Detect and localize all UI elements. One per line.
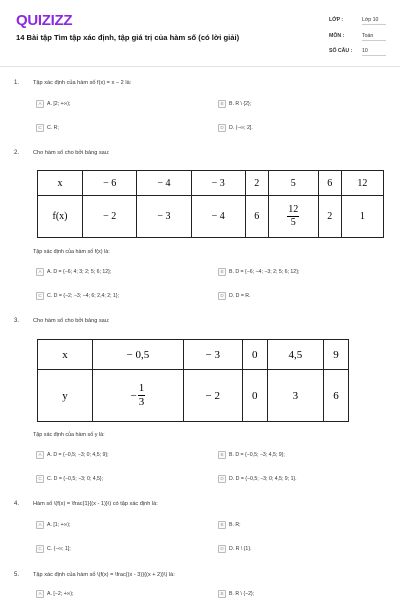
fraction-denominator: 3 — [138, 396, 145, 408]
option-text: C. D = {−2; −3; −4; 6; 2,4; 2; 1}; — [47, 292, 120, 299]
option-a[interactable] — [36, 519, 70, 530]
question-text: Hàm số \(f(x) = \frac{1}{(x - 1)}\) có tập xác định là: — [33, 501, 158, 507]
option-letter-box: C — [36, 292, 44, 300]
table-cell: 5 — [268, 171, 318, 196]
table-cell: 2 — [245, 171, 268, 196]
option-b[interactable] — [218, 519, 241, 530]
option-d[interactable] — [218, 122, 253, 133]
question-text: Tập xác định của hàm số f(x) = x − 2 là: — [33, 80, 132, 86]
option-text: A. [2; +∞); — [47, 100, 71, 107]
table-cell: 12 — [341, 171, 383, 196]
fraction — [287, 205, 299, 228]
table-cell: 6 — [245, 196, 268, 238]
quizizz-logo: QUIZIZZ — [16, 12, 73, 29]
table-row-label: x — [38, 340, 93, 370]
option-text: B. R; — [229, 521, 241, 528]
fraction-numerator: 12 — [288, 204, 299, 215]
table-cell: − 0,5 — [93, 340, 184, 370]
table-cell-fraction — [268, 196, 318, 238]
table-cell: − 4 — [137, 171, 191, 196]
option-c[interactable] — [36, 543, 71, 554]
table-cell: 2 — [318, 196, 341, 238]
option-letter-box: A — [36, 268, 44, 276]
option-c[interactable] — [36, 122, 59, 133]
option-letter-box: D — [218, 475, 226, 483]
option-text: D. R \ {1}. — [229, 545, 252, 552]
option-d[interactable] — [218, 290, 250, 301]
option-b[interactable] — [218, 588, 254, 599]
option-letter-box: A — [36, 590, 44, 598]
header-divider — [0, 66, 400, 67]
option-letter-box: D — [218, 292, 226, 300]
option-text: B. R \ {2}; — [229, 100, 252, 107]
table-cell: 6 — [324, 370, 349, 422]
table-cell: 1 — [341, 196, 383, 238]
option-letter-box: C — [36, 124, 44, 132]
option-letter-box: B — [218, 268, 226, 276]
option-text: B. D = {−0,5; −3; 4,5; 9}; — [229, 451, 285, 458]
table-cell: − 2 — [83, 196, 137, 238]
fraction-numerator: 1 — [138, 382, 145, 394]
table-row-label: f(x) — [38, 196, 83, 238]
table-cell: 3 — [267, 370, 323, 422]
option-text: C. (−∞; 1]; — [47, 545, 71, 552]
question-number: 5. — [14, 572, 20, 578]
table-cell: − 3 — [183, 340, 242, 370]
table-cell: − 4 — [191, 196, 245, 238]
question-number: 2. — [14, 150, 20, 156]
option-b[interactable] — [218, 449, 285, 460]
option-letter-box: C — [36, 475, 44, 483]
option-b[interactable] — [218, 98, 251, 109]
table-cell: 6 — [318, 171, 341, 196]
option-text: A. [1; +∞); — [47, 521, 71, 528]
meta-label-subject: MÔN : — [329, 33, 345, 39]
option-a[interactable] — [36, 98, 70, 109]
value-table-q2 — [37, 170, 384, 238]
option-text: A. [−2; +∞); — [47, 590, 74, 597]
option-text: D. D = R. — [229, 292, 251, 299]
option-letter-box: B — [218, 590, 226, 598]
option-text: B. D = {−6; −4; −3; 2; 5; 6; 12}; — [229, 268, 300, 275]
table-cell: − 6 — [83, 171, 137, 196]
table-cell: 4,5 — [267, 340, 323, 370]
table-cell: 0 — [242, 340, 267, 370]
option-letter-box: A — [36, 100, 44, 108]
option-letter-box: A — [36, 451, 44, 459]
question-text: Tập xác định của hàm số \(f(x) = \frac{(x - 3)}{(x + 2)}\) là: — [33, 572, 175, 578]
option-letter-box: B — [218, 521, 226, 529]
fraction — [138, 383, 146, 408]
question-subtext: Tập xác định của hàm số y là: — [33, 432, 105, 438]
table-row-label: y — [38, 370, 93, 422]
question-number: 3. — [14, 318, 20, 324]
meta-label-class: LỚP : — [329, 17, 344, 23]
option-a[interactable] — [36, 266, 111, 277]
option-a[interactable] — [36, 449, 109, 460]
table-cell: − 3 — [191, 171, 245, 196]
option-c[interactable] — [36, 473, 103, 484]
meta-value-class: Lớp 10 — [362, 17, 386, 25]
minus-sign: − — [130, 389, 137, 402]
option-text: A. D = {−0,5; −3; 0; 4,5; 9}; — [47, 451, 109, 458]
option-text: D. D = {−0,5; −3; 0; 4,5; 9; 1}. — [229, 475, 297, 482]
option-d[interactable] — [218, 543, 252, 554]
fraction-denominator: 5 — [290, 217, 296, 228]
option-d[interactable] — [218, 473, 297, 484]
option-c[interactable] — [36, 290, 119, 301]
table-cell: 9 — [324, 340, 349, 370]
worksheet-title: 14 Bài tập Tìm tập xác định, tập giá trị của hàm số (có lời giải) — [16, 33, 240, 42]
meta-value-count: 10 — [362, 48, 386, 56]
option-letter-box: B — [218, 451, 226, 459]
table-cell: 0 — [242, 370, 267, 422]
table-cell-fraction — [93, 370, 184, 422]
worksheet-header — [0, 0, 400, 62]
option-a[interactable] — [36, 588, 73, 599]
option-letter-box: C — [36, 545, 44, 553]
meta-label-count: SỐ CÂU : — [329, 48, 353, 54]
option-letter-box: D — [218, 545, 226, 553]
table-cell: − 2 — [183, 370, 242, 422]
option-text: A. D = {−6; 4; 3; 2; 5; 6; 12}; — [47, 268, 112, 275]
meta-value-subject: Toán — [362, 33, 386, 41]
value-table-q3 — [37, 339, 349, 422]
question-text: Cho hàm số cho bởi bảng sau: — [33, 150, 110, 156]
question-text: Cho hàm số cho bởi bảng sau: — [33, 318, 110, 324]
option-text: C. R; — [47, 124, 59, 131]
option-letter-box: D — [218, 124, 226, 132]
question-number: 4. — [14, 501, 20, 507]
option-text: B. R \ {−2}; — [229, 590, 255, 597]
question-number: 1. — [14, 80, 20, 86]
option-text: C. D = {−0,5; −3; 0; 4,5}; — [47, 475, 104, 482]
question-subtext: Tập xác định của hàm số f(x) là: — [33, 249, 110, 255]
option-b[interactable] — [218, 266, 299, 277]
option-letter-box: A — [36, 521, 44, 529]
table-cell: − 3 — [137, 196, 191, 238]
table-row-label: x — [38, 171, 83, 196]
option-text: D. (−∞; 2]. — [229, 124, 253, 131]
option-letter-box: B — [218, 100, 226, 108]
